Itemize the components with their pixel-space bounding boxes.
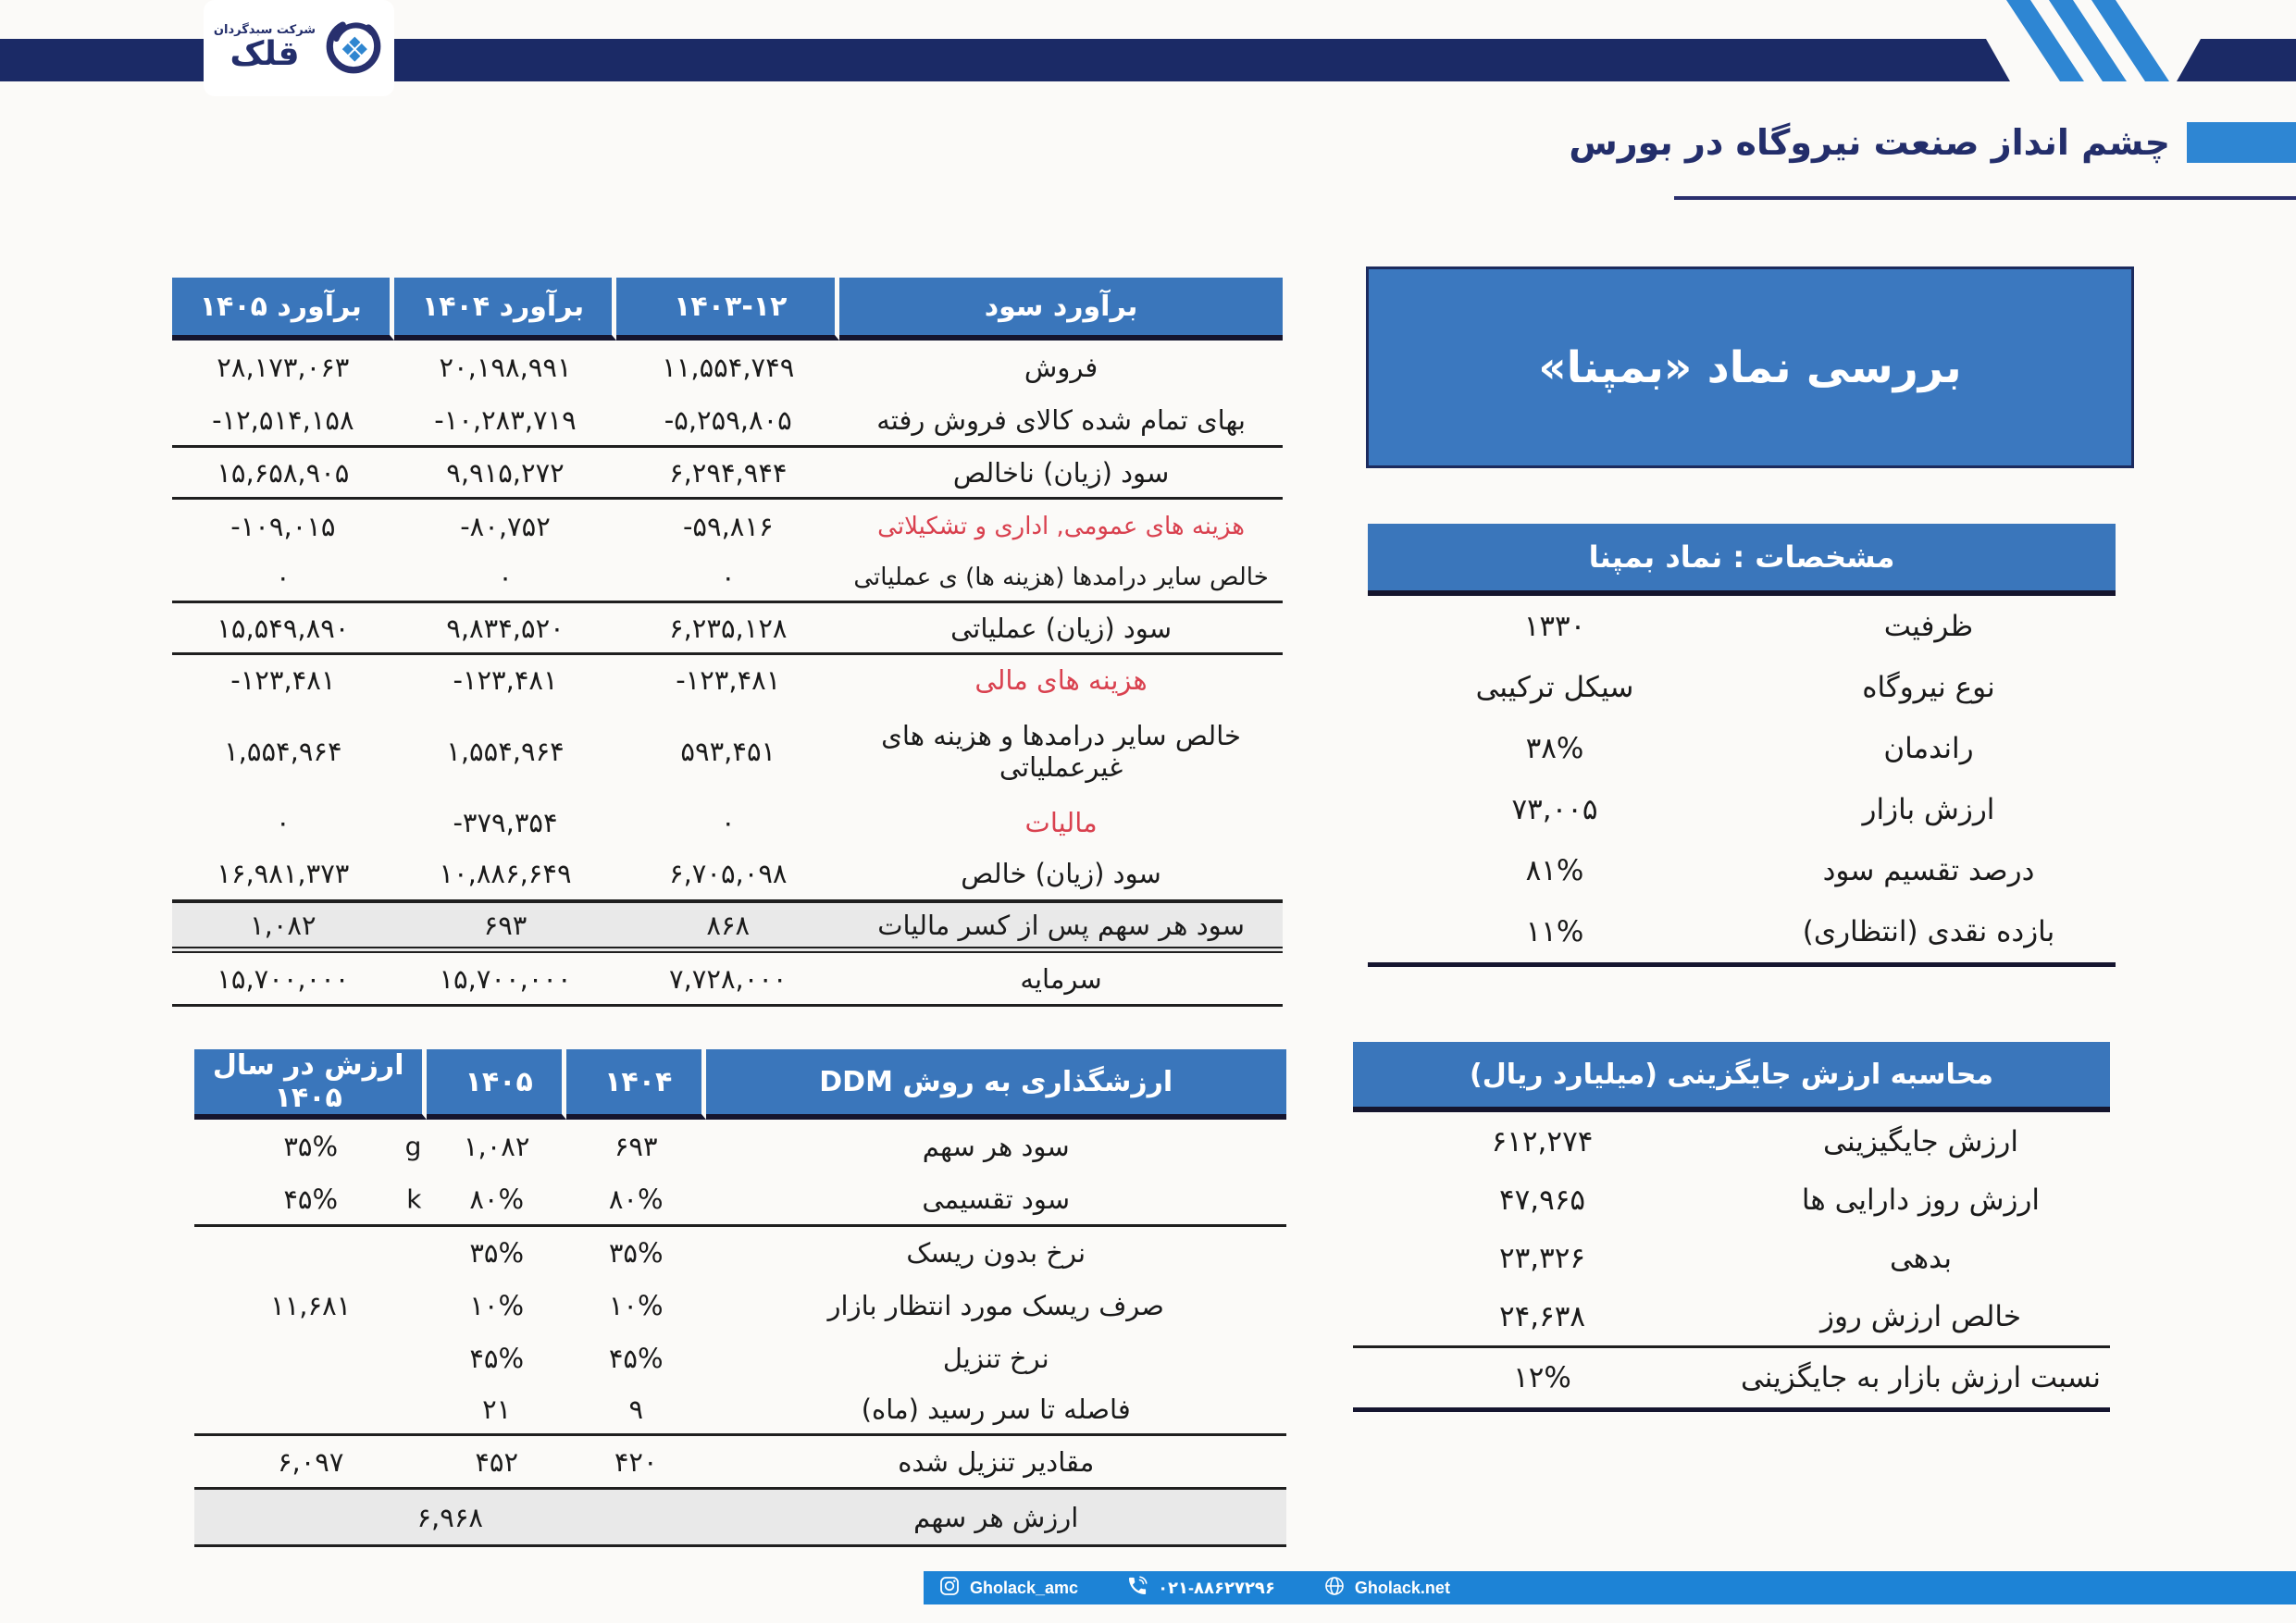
- spec-label: بازده نقدی (انتظاری): [1742, 901, 2116, 967]
- ddm-year-value: ۴۵%: [283, 1183, 339, 1215]
- specs-table: [1368, 524, 2116, 967]
- profit-value-cell: ۱۵,۷۰۰,۰۰۰: [172, 953, 394, 1007]
- ddm-value-cell: ۸۰%: [427, 1173, 566, 1227]
- logo-company-line: شرکت سبدگردان: [213, 23, 316, 38]
- profit-value-cell: ۶۹۳: [394, 899, 617, 953]
- spec-label: درصد تقسیم سود: [1822, 854, 2035, 887]
- profit-value-cell: ۰: [616, 553, 839, 603]
- table-row: [1353, 1287, 2110, 1345]
- ddm-value-cell: ۴۵۲: [427, 1436, 566, 1490]
- profit-table: [172, 278, 1283, 1007]
- top-band-right: [2177, 39, 2296, 81]
- ddm-col-value: ارزش در سال ۱۴۰۵: [194, 1049, 427, 1120]
- profit-value-cell: ۱۵,۷۰۰,۰۰۰: [394, 953, 617, 1007]
- profit-value-cell: ۰: [276, 807, 291, 838]
- footer-website-item: [1323, 1575, 1450, 1602]
- profit-label-cell: سود هر سهم پس از کسر مالیات: [839, 899, 1283, 953]
- specs-header-row: [1368, 524, 2116, 596]
- phone-icon: [1126, 1575, 1148, 1602]
- profit-value-cell: ۱۵,۵۴۹,۸۹۰: [172, 603, 394, 655]
- replacement-label: خالص ارزش روز: [1819, 1299, 2022, 1333]
- ddm-value-cell: ۳۵%: [608, 1237, 664, 1269]
- profit-label-cell: سود (زیان) خالص: [961, 858, 1161, 889]
- gholak-logo-icon: [323, 16, 384, 81]
- ddm-title-cell: ارزشگذاری به روش DDM: [706, 1049, 1287, 1120]
- specs-header: مشخصات : نماد بمپنا: [1368, 524, 2116, 596]
- replacement-header: محاسبه ارزش جایگزینی (میلیارد ریال): [1353, 1042, 2110, 1112]
- ddm-value-cell: ۳۵%: [469, 1237, 525, 1269]
- page-title: چشم انداز صنعت نیروگاه در بورس: [1569, 122, 2170, 163]
- spec-label: ارزش بازار: [1862, 793, 1995, 826]
- profit-value-cell: ۶,۲۹۴,۹۴۴: [616, 448, 839, 500]
- spec-value: ۱۳۳۰: [1523, 610, 1586, 643]
- table-row: [1368, 840, 2116, 901]
- ddm-value-cell: ۱,۰۸۲: [463, 1131, 530, 1162]
- logo-box: [205, 2, 392, 94]
- spec-label: نوع نیروگاه: [1862, 671, 1995, 704]
- profit-value-cell: -۱۲,۵۱۴,۱۵۸: [172, 394, 394, 448]
- replacement-label: بدهی: [1889, 1241, 1953, 1275]
- spec-value: سیکل ترکیبی: [1475, 671, 1634, 704]
- profit-value-cell: ۰: [394, 553, 617, 603]
- replacement-value: ۲۳,۳۲۶: [1498, 1241, 1586, 1275]
- replacement-header-row: [1353, 1042, 2110, 1112]
- profit-value-cell: -۱۰,۲۸۳,۷۱۹: [394, 394, 617, 448]
- ddm-label-cell: صرف ریسک مورد انتظار بازار: [827, 1290, 1164, 1321]
- ddm-year-value-cell: ۶,۰۹۷: [194, 1436, 427, 1490]
- ddm-year-value-cell: [194, 1173, 427, 1227]
- ddm-value-cell: ۸۰%: [566, 1173, 706, 1227]
- profit-value-cell: -۱۲۳,۴۸۱: [453, 664, 558, 696]
- profit-value-cell: ۰: [720, 807, 736, 838]
- profit-value-cell: -۳۷۹,۳۵۴: [453, 807, 558, 838]
- spec-value: ۷۳,۰۰۵: [1511, 793, 1598, 826]
- ddm-header-row: [194, 1049, 1286, 1120]
- profit-value-cell: ۱,۵۵۴,۹۶۴: [224, 736, 342, 767]
- ddm-year-value-cell: [194, 1384, 427, 1436]
- table-row: [172, 655, 1283, 705]
- logo-brand-name: قلک: [230, 34, 300, 73]
- ddm-year-value: ۳۵%: [283, 1131, 339, 1162]
- instagram-icon: [938, 1575, 961, 1602]
- profit-label-cell: مالیات: [1024, 807, 1098, 838]
- ddm-value-cell: ۱۰%: [608, 1290, 664, 1321]
- profit-label-cell: سود (زیان) ناخالص: [839, 448, 1283, 500]
- ddm-value-cell: ۴۵%: [469, 1343, 525, 1374]
- website-url: Gholack.net: [1354, 1578, 1450, 1597]
- profit-value-cell: ۱۶,۹۸۱,۳۷۳: [217, 858, 350, 889]
- replacement-ratio-row: [1353, 1345, 2110, 1412]
- replacement-value: ۶۱۲,۲۷۴: [1491, 1124, 1594, 1158]
- ddm-label-cell: نرخ تنزیل: [942, 1343, 1049, 1374]
- table-row: [172, 448, 1283, 500]
- eps-highlight-row: [172, 899, 1283, 953]
- profit-label-cell: هزینه های عمومی, اداری و تشکیلاتی: [877, 513, 1245, 540]
- table-row: [172, 953, 1283, 1007]
- ddm-label-cell: فاصله تا سر رسید (ماه): [706, 1384, 1287, 1436]
- profit-value-cell: ۱,۰۸۲: [172, 899, 394, 953]
- table-row: [172, 848, 1283, 899]
- spec-value: ۳۸%: [1525, 732, 1584, 765]
- table-row: [172, 341, 1283, 394]
- ddm-value-cell: ۱۰%: [469, 1290, 525, 1321]
- profit-col-1404: برآورد ۱۴۰۴: [394, 278, 617, 341]
- ddm-merged-value-cell: ۱۱,۶۸۱: [270, 1290, 352, 1321]
- profit-label-cell: هزینه های مالی: [974, 664, 1148, 696]
- table-row: [1368, 779, 2116, 840]
- profit-value-cell: ۲۰,۱۹۸,۹۹۱: [439, 352, 572, 383]
- spec-label: ظرفیت: [1883, 610, 1974, 643]
- profit-value-cell: ۹,۹۱۵,۲۷۲: [394, 448, 617, 500]
- profit-value-cell: ۱۱,۵۵۴,۷۴۹: [662, 352, 795, 383]
- profit-value-cell: ۶,۷۰۵,۰۹۸: [669, 858, 788, 889]
- profit-label-cell: خالص سایر درامدها و هزینه های غیرعملیاتی: [881, 720, 1241, 783]
- profit-label-cell: بهای تمام شده کالای فروش رفته: [839, 394, 1283, 448]
- profit-value-cell: ۰: [172, 553, 394, 603]
- ddm-value-cell: ۹: [566, 1384, 706, 1436]
- globe-icon: [1323, 1575, 1346, 1602]
- profit-value-cell: -۱۲۳,۴۸۱: [230, 664, 336, 696]
- ddm-value-cell: ۴۵%: [608, 1343, 664, 1374]
- replacement-value: ۱۲%: [1353, 1345, 1731, 1412]
- table-row: [1368, 596, 2116, 657]
- ddm-col-1404: ۱۴۰۴: [566, 1049, 706, 1120]
- replacement-label: ارزش جایگیزینی: [1823, 1124, 2018, 1158]
- profit-value-cell: ۵۹۳,۴۵۱: [680, 736, 776, 767]
- profit-value-cell: ۷,۷۲۸,۰۰۰: [616, 953, 839, 1007]
- table-row: [194, 1120, 1286, 1173]
- profit-value-cell: -۱۲۳,۴۸۱: [676, 664, 781, 696]
- ddm-value-cell: ۲۱: [427, 1384, 566, 1436]
- profit-header-row: [172, 278, 1283, 341]
- symbol-review-box: بررسی نماد «بمپنا»: [1366, 266, 2134, 468]
- table-row: [1368, 718, 2116, 779]
- table-row: [194, 1384, 1286, 1436]
- replacement-value: ۴۷,۹۶۵: [1498, 1183, 1586, 1217]
- profit-value-cell: ۱۰,۸۸۶,۶۴۹: [439, 858, 572, 889]
- profit-value-cell: ۱۵,۶۵۸,۹۰۵: [172, 448, 394, 500]
- ddm-final-row: [194, 1490, 1286, 1547]
- table-row: [1353, 1112, 2110, 1171]
- table-row: [1368, 901, 2116, 967]
- spec-value: ۱۱%: [1368, 901, 1742, 967]
- replacement-value: ۲۴,۶۳۸: [1498, 1299, 1586, 1333]
- table-row: [172, 553, 1283, 603]
- table-row: [172, 500, 1283, 553]
- ddm-year-value-cell: [194, 1120, 427, 1173]
- profit-col-1405: برآورد ۱۴۰۵: [172, 278, 394, 341]
- ddm-gk-letter: g: [404, 1131, 422, 1162]
- profit-value-cell: -۱۰۹,۰۱۵: [230, 511, 336, 542]
- instagram-handle: Gholack_amc: [970, 1578, 1079, 1597]
- profit-col-1403: ۱۴۰۳-۱۲: [616, 278, 839, 341]
- spec-label: راندمان: [1883, 732, 1974, 765]
- ddm-col-1405: ۱۴۰۵: [427, 1049, 566, 1120]
- logo-text: [214, 24, 316, 71]
- table-row: [172, 705, 1283, 798]
- ddm-label-cell: سود هر سهم: [922, 1131, 1070, 1162]
- profit-value-cell: -۵۹,۸۱۶: [682, 511, 774, 542]
- footer-phone-item: [1126, 1575, 1275, 1602]
- ddm-final-value-cell: ۶,۹۶۸: [194, 1490, 706, 1547]
- title-underline: [1674, 196, 2296, 200]
- table-row: [172, 798, 1283, 848]
- profit-value-cell: ۲۸,۱۷۳,۰۶۳: [217, 352, 350, 383]
- profit-label-cell: فروش: [1024, 352, 1098, 383]
- replacement-label: ارزش روز دارایی ها: [1801, 1183, 2041, 1217]
- ddm-label-cell: سود تقسیمی: [706, 1173, 1287, 1227]
- table-row: [194, 1436, 1286, 1490]
- profit-label-cell: سود (زیان) عملیاتی: [839, 603, 1283, 655]
- table-row: [1353, 1171, 2110, 1229]
- spec-value: ۸۱%: [1525, 854, 1584, 887]
- ddm-value-cell: ۶۹۳: [614, 1131, 658, 1162]
- profit-label-cell: سرمایه: [839, 953, 1283, 1007]
- ddm-label-cell: ارزش هر سهم: [706, 1490, 1287, 1547]
- profit-value-cell: ۹,۸۳۴,۵۲۰: [394, 603, 617, 655]
- table-row: [194, 1227, 1286, 1279]
- profit-value-cell: -۵,۲۵۹,۸۰۵: [616, 394, 839, 448]
- profit-value-cell: ۶,۲۳۵,۱۲۸: [616, 603, 839, 655]
- profit-title-cell: برآورد سود: [839, 278, 1283, 341]
- replacement-table: [1353, 1042, 2110, 1412]
- title-block: [1569, 122, 2296, 163]
- ddm-table: [194, 1049, 1286, 1547]
- footer-instagram-item: [938, 1575, 1078, 1602]
- profit-label-cell: خالص سایر درامدها (هزینه ها) ی عملیاتی: [839, 553, 1283, 603]
- phone-number: ۰۲۱-۸۸۶۲۷۲۹۶: [1158, 1578, 1275, 1597]
- table-row: [1368, 657, 2116, 718]
- profit-value-cell: -۸۰,۷۵۲: [460, 511, 551, 542]
- footer-bar: [924, 1571, 2296, 1604]
- table-row: [1353, 1229, 2110, 1287]
- replacement-label: نسبت ارزش بازار به جایگزینی: [1731, 1345, 2110, 1412]
- ddm-gk-letter: k: [406, 1183, 422, 1214]
- title-accent-rect: [2187, 122, 2296, 163]
- table-row: [172, 603, 1283, 655]
- table-row: [172, 394, 1283, 448]
- ddm-label-cell: نرخ بدون ریسک: [906, 1237, 1086, 1269]
- ddm-label-cell: مقادیر تنزیل شده: [706, 1436, 1287, 1490]
- profit-value-cell: ۱,۵۵۴,۹۶۴: [446, 736, 565, 767]
- table-row: [194, 1173, 1286, 1227]
- profit-value-cell: ۸۶۸: [616, 899, 839, 953]
- ddm-value-cell: ۴۲۰: [566, 1436, 706, 1490]
